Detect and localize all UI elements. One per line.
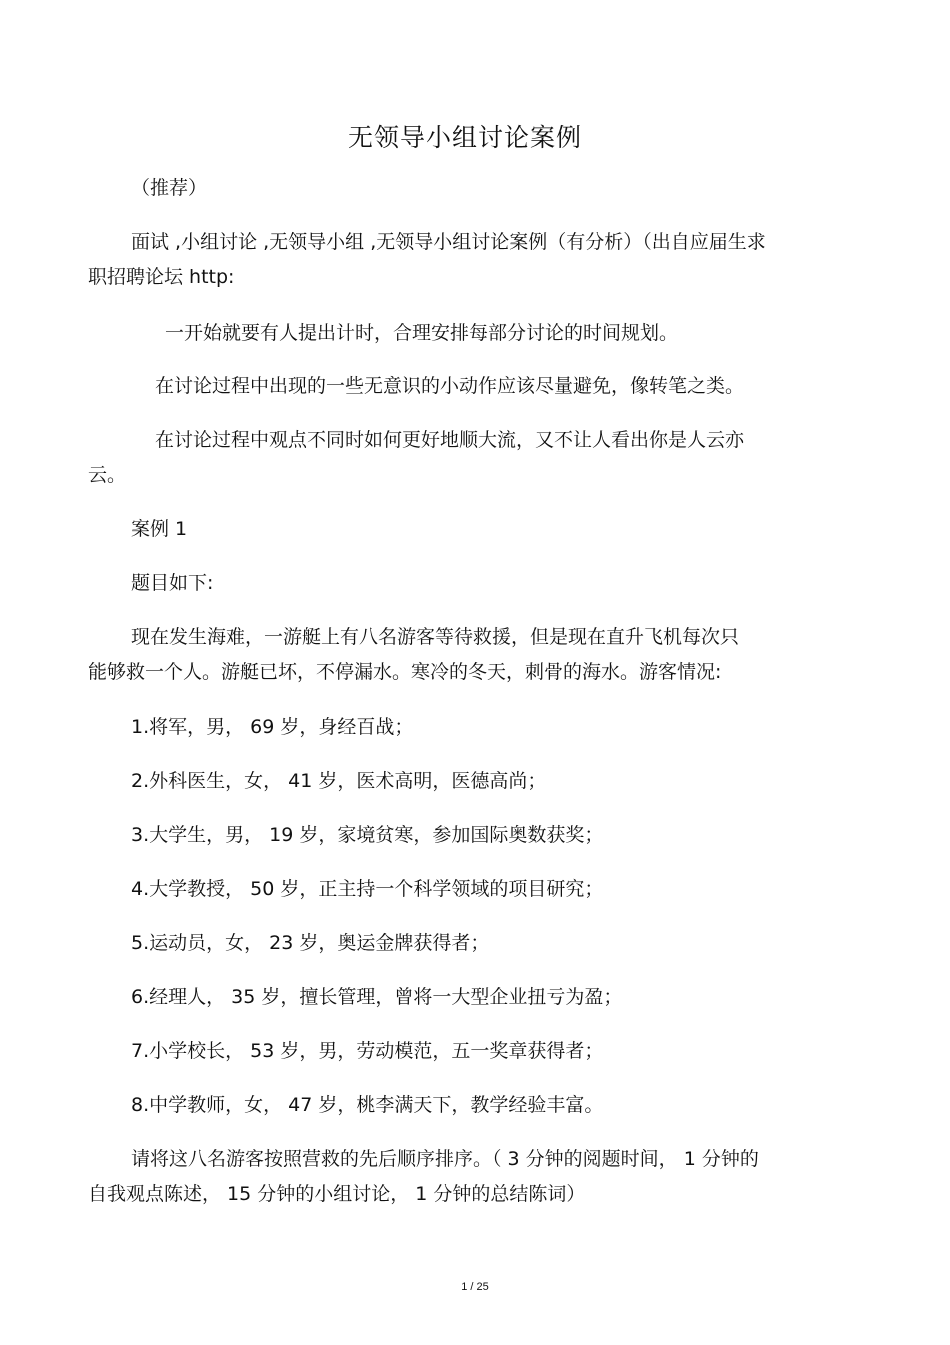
document-title: 无领导小组讨论案例 [347,123,582,152]
case-label: 案例 1 [131,518,188,540]
tip-2: 在讨论过程中出现的一些无意识的小动作应该尽量避免，像转笔之类。 [155,375,745,397]
intro-line-2: 职招聘论坛 http: [88,266,235,288]
instruction-line-2: 自我观点陈述， 15 分钟的小组讨论， 1 分钟的总结陈词） [88,1183,586,1205]
list-item: 7.小学校长， 53 岁，男，劳动模范，五一奖章获得者； [131,1040,604,1062]
list-item: 3.大学生，男， 19 岁，家境贫寒，参加国际奥数获奖； [131,824,604,846]
list-item: 1.将军，男， 69 岁，身经百战； [131,716,414,738]
list-item: 6.经理人， 35 岁，擅长管理，曾将一大型企业扭亏为盈； [131,986,623,1008]
list-item: 4.大学教授， 50 岁，正主持一个科学领域的项目研究； [131,878,604,900]
page-number: 1 / 25 [461,1281,489,1293]
document-subtitle: （推荐） [131,177,208,199]
list-item: 2.外科医生，女， 41 岁，医术高明，医德高尚； [131,770,547,792]
instruction-line-1: 请将这八名游客按照营救的先后顺序排序。（ 3 分钟的阅题时间， 1 分钟的 [131,1148,759,1170]
tip-3-line-1: 在讨论过程中观点不同时如何更好地顺大流，又不让人看出你是人云亦 [155,429,745,451]
scenario-line-1: 现在发生海难，一游艇上有八名游客等待救援，但是现在直升飞机每次只 [131,626,740,648]
intro-line-1: 面试 ,小组讨论 ,无领导小组 ,无领导小组讨论案例（有分析）（出自应届生求 [131,231,766,253]
scenario-line-2: 能够救一个人。游艇已坏，不停漏水。寒冷的冬天，刺骨的海水。游客情况: [88,661,722,683]
tip-3-line-2: 云。 [88,464,127,486]
tip-1: 一开始就要有人提出计时，合理安排每部分讨论的时间规划。 [165,322,679,344]
list-item: 5.运动员，女， 23 岁，奥运金牌获得者； [131,932,490,954]
list-item: 8.中学教师，女， 47 岁，桃李满天下，教学经验丰富。 [131,1094,604,1116]
question-label: 题目如下: [131,572,214,594]
